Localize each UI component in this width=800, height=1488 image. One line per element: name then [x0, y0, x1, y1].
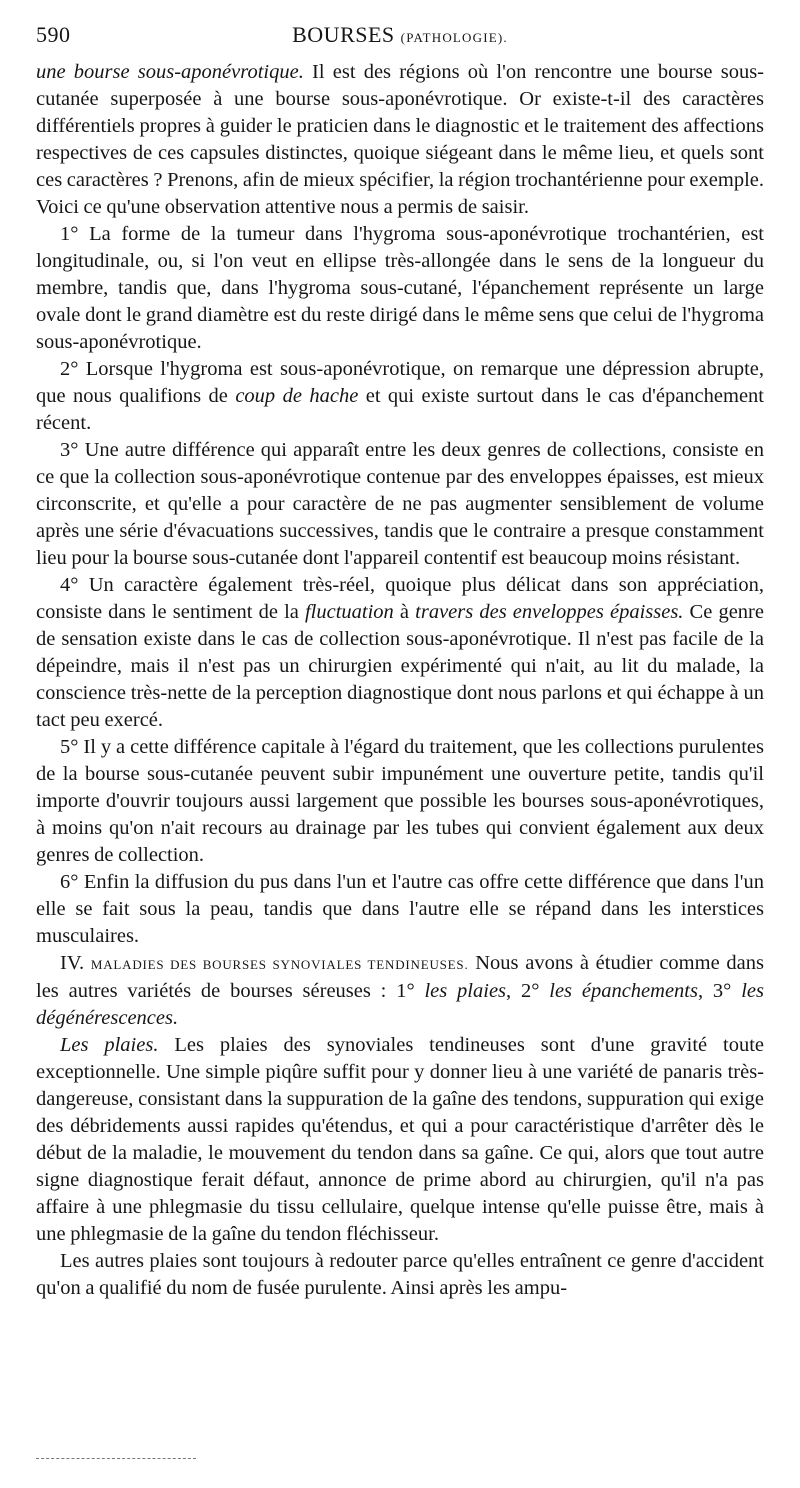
text-run: , 3°: [697, 980, 742, 1002]
running-title: [36, 22, 764, 48]
text-run: 6° Enfin la diffusion du pus dans l'un et l'autre cas offre cette différence que dans l'un elle se fait sous la peau, tandis que dans l'autre elle se répand dans les interstices musculaires.: [36, 871, 764, 947]
italic-text: coup de hache: [235, 385, 359, 407]
italic-text: les épanchements: [549, 980, 698, 1002]
running-title-sub: (PATHOLOGIE).: [400, 30, 508, 45]
paragraph: [36, 1248, 764, 1302]
paragraph: [36, 59, 764, 221]
text-run: Les plaies des synoviales tendineuses sont d'une gravité toute exceptionnelle. Une simple piqûre suffit pour y donner lieu à une variété de panaris très-dangereuse, consistant dans la suppuration de la gaîne des tendons, suppuration qui exige des débridements aussi rapides qu'étendus, et qui a pour caractéristique d'arrêter dès le début de la maladie, le mouvement du tendon dans sa gaîne. Ce qui, alors que tout autre signe diagnostique ferait défaut, annonce de prime abord au chirurgien, qu'il n'a pas affaire à une phlegmasie du tissu cellulaire, quelque intense qu'elle puisse être, mais à une phlegmasie de la gaîne du tendon fléchisseur.: [36, 1034, 764, 1245]
italic-text: les plaies: [424, 980, 507, 1002]
text-run: Nous avons à étudier comme dans les autres variétés de bourses séreuses : 1°: [36, 952, 764, 1002]
body-text: [36, 59, 764, 1302]
section-heading-smallcaps: MALADIES DES BOURSES SYNOVIALES TENDINEUSES.: [90, 957, 469, 972]
text-run: à: [393, 601, 416, 623]
footer-dashed-rule: [36, 1458, 196, 1459]
paragraph: [36, 950, 764, 1032]
text-run: 3° Une autre différence qui apparaît entre les deux genres de collections, consiste en ce que la collection sous-aponévrotique contenue par des enveloppes épaisses, est mieux circonscrite, et qu'elle a pour caractère de ne pas augmenter sensiblement de volume après une série d'évacuations successives, tandis que le contraire a presque constamment lieu pour la bourse sous-cutanée dont l'appareil contentif est beaucoup moins résistant.: [36, 439, 764, 569]
text-run: et qui existe surtout dans le cas d'épanchement récent.: [36, 385, 764, 434]
italic-text: une bourse sous-aponévrotique.: [36, 61, 304, 83]
paragraph: [36, 734, 764, 869]
paragraph: [36, 437, 764, 572]
text-run: 2° Lorsque l'hygroma est sous-aponévrotique, on remarque une dépression abrupte, que nous qualifions de: [36, 358, 764, 407]
text-run: 5° Il y a cette différence capitale à l'égard du traitement, que les collections purulentes de la bourse sous-cutanée peuvent subir impunément une ouverture petite, tandis qu'il importe d'ouvrir toujours aussi largement que possible les bourses sous-aponévrotiques, à moins qu'on n'ait recours au drainage par les tubes qui convient également aux deux genres de collection.: [36, 736, 764, 866]
paragraph: [36, 869, 764, 950]
italic-text: travers des enveloppes épaisses.: [415, 601, 684, 623]
italic-text: fluctuation: [304, 601, 394, 623]
text-run: Les autres plaies sont toujours à redouter parce qu'elles entraînent ce genre d'accident qu'on a qualifié du nom de fusée purulente. Ainsi après les ampu-: [36, 1250, 764, 1299]
text-run: IV.: [60, 952, 91, 974]
paragraph: [36, 572, 764, 734]
paragraph: [36, 221, 764, 356]
text-run: Il est des régions où l'on rencontre une bourse sous-cutanée superposée à une bourse sous-aponévrotique. Or existe-t-il des caractères différentiels propres à guider le praticien dans le diagnostic et le traitement des affections respectives de ces capsules distinctes, quoique siégeant dans le même lieu, et quels sont ces caractères ? Prenons, afin de mieux spécifier, la région trochantérienne pour exemple. Voici ce qu'une observation attentive nous a permis de saisir.: [36, 61, 764, 218]
running-title-main: BOURSES: [292, 22, 395, 47]
italic-text: Les plaies.: [60, 1034, 159, 1056]
paragraph: [36, 1032, 764, 1248]
text-run: 4° Un caractère également très-réel, quoique plus délicat dans son appréciation, consiste dans le sentiment de la: [36, 574, 764, 623]
italic-text: les dégénérescences.: [36, 980, 764, 1029]
text-run: Ce genre de sensation existe dans le cas de collection sous-aponévrotique. Il n'est pas facile de la dépeindre, mais il n'est pas un chirurgien expérimenté qui n'ait, au lit du malade, la conscience très-nette de la perception diagnostique dont nous parlons et qui échappe à un tact peu exercé.: [36, 601, 764, 731]
page-number: 590: [36, 22, 71, 47]
paragraph: [36, 356, 764, 437]
text-run: , 2°: [506, 980, 550, 1002]
running-header: [36, 18, 764, 52]
text-run: 1° La forme de la tumeur dans l'hygroma sous-aponévrotique trochantérien, est longitudinale, ou, si l'on veut en ellipse très-allongée dans le sens de la longueur du membre, tandis que, dans l'hygroma sous-cutané, l'épanchement représente un large ovale dont le grand diamètre est du reste dirigé dans le même sens que celui de l'hygroma sous-aponévrotique.: [36, 223, 764, 353]
